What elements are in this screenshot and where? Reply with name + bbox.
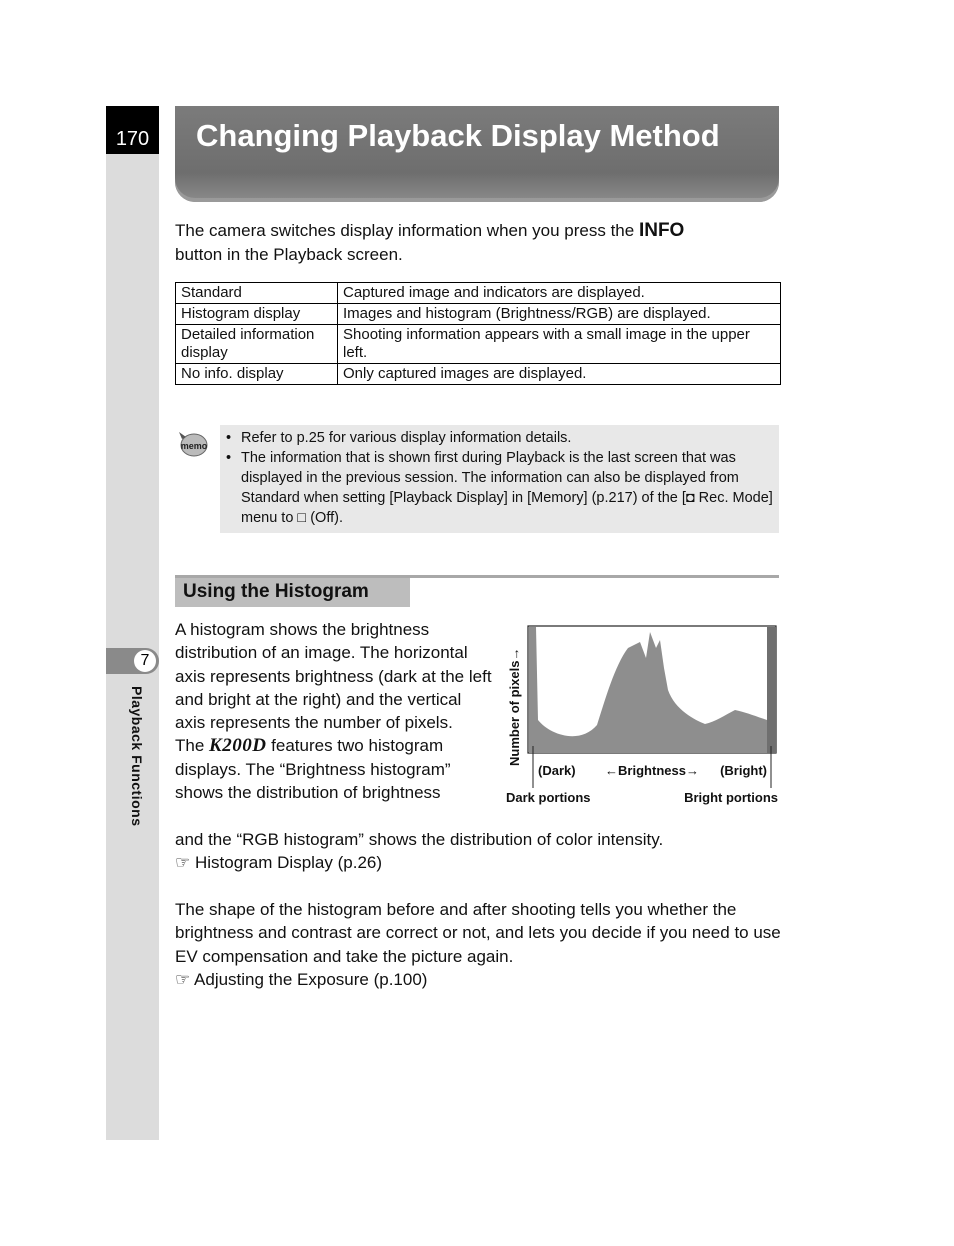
info-key: INFO: [638, 220, 685, 241]
y-axis-label: Number of pixels→: [507, 647, 522, 766]
intro-text-after: button in the Playback screen.: [175, 244, 403, 264]
histogram-figure: [500, 620, 784, 810]
mode-description: Images and histogram (Brightness/RGB) are displayed.: [338, 304, 781, 325]
k200d-logo: K200D: [209, 735, 267, 757]
page-title: Changing Playback Display Method: [196, 118, 720, 153]
memo-icon: [176, 428, 208, 458]
memo-item-text: Refer to p.25 for various display information details.: [241, 430, 572, 446]
bright-portions-label: Bright portions: [684, 790, 778, 805]
mode-name: Detailed information display: [176, 325, 338, 364]
para2-end: and the “RGB histogram” shows the distribution of color intensity.: [175, 830, 664, 849]
mode-name: No info. display: [176, 364, 338, 385]
mode-description: Captured image and indicators are displayed.: [338, 283, 781, 304]
exposure-ref: ☞ Adjusting the Exposure (p.100): [175, 969, 428, 989]
memo-item: • The information that is shown first during Playback is the last screen that was displayed in the previous session. The information can also be displayed from Standard when setting [Playback Display] in [Memory] (p.217) of the [◘ Rec. Mode] menu to □ (Off).: [226, 450, 773, 526]
x-left-label: (Dark): [538, 763, 576, 778]
chapter-label: Playback Functions: [129, 686, 145, 827]
histogram-highlight: [767, 627, 776, 753]
intro-paragraph: [175, 219, 775, 266]
para2-start: The: [175, 736, 210, 756]
memo-list: [226, 428, 776, 528]
para3: The shape of the histogram before and after shooting tells you whether the brightness and contrast are correct or not, and lets you decide if you need to use EV compensation and take the picture again.: [175, 900, 781, 966]
memo-item: • Refer to p.25 for various display information details.: [226, 430, 572, 446]
table-row: [176, 325, 781, 364]
intro-text-before: The camera switches display information when you press the: [175, 221, 639, 240]
x-center-label: ←Brightness→: [605, 763, 699, 778]
mode-name: Standard: [176, 283, 338, 304]
memo-icon-label: memo: [180, 441, 208, 451]
para2-middle: features two histogram displays. The “Brightness histogram” shows the distribution of brightness: [175, 736, 451, 803]
x-right-label: (Bright): [720, 763, 767, 778]
side-bar: [106, 106, 159, 1140]
mode-name: Histogram display: [176, 304, 338, 325]
mode-description: Only captured images are displayed.: [338, 364, 781, 385]
page-number: 170: [106, 106, 159, 154]
display-modes-table: [175, 282, 781, 385]
dark-portions-label: Dark portions: [506, 790, 591, 805]
histogram-display-ref: ☞ Histogram Display (p.26): [175, 853, 383, 873]
histogram-paragraph-cont: [175, 828, 785, 875]
table-row: [176, 364, 781, 385]
shape-paragraph: [175, 898, 785, 991]
para1: A histogram shows the brightness distribution of an image. The horizontal axis represents brightness (dark at the left and bright at the right) and the vertical axis represents the number of pixels.: [175, 620, 492, 733]
histogram-paragraph: [175, 618, 495, 804]
section-heading: Using the Histogram: [175, 578, 410, 607]
chapter-number: 7: [134, 650, 156, 672]
table-row: [176, 304, 781, 325]
table-row: [176, 283, 781, 304]
memo-item-text: The information that is shown first during Playback is the last screen that was displayed in the previous session. The information can also be displayed from Standard when setting [Playback Display] in [Memory] (p.217) of the [◘ Rec. Mode] menu to □ (Off).: [241, 450, 773, 526]
mode-description: Shooting information appears with a small image in the upper left.: [338, 325, 781, 364]
